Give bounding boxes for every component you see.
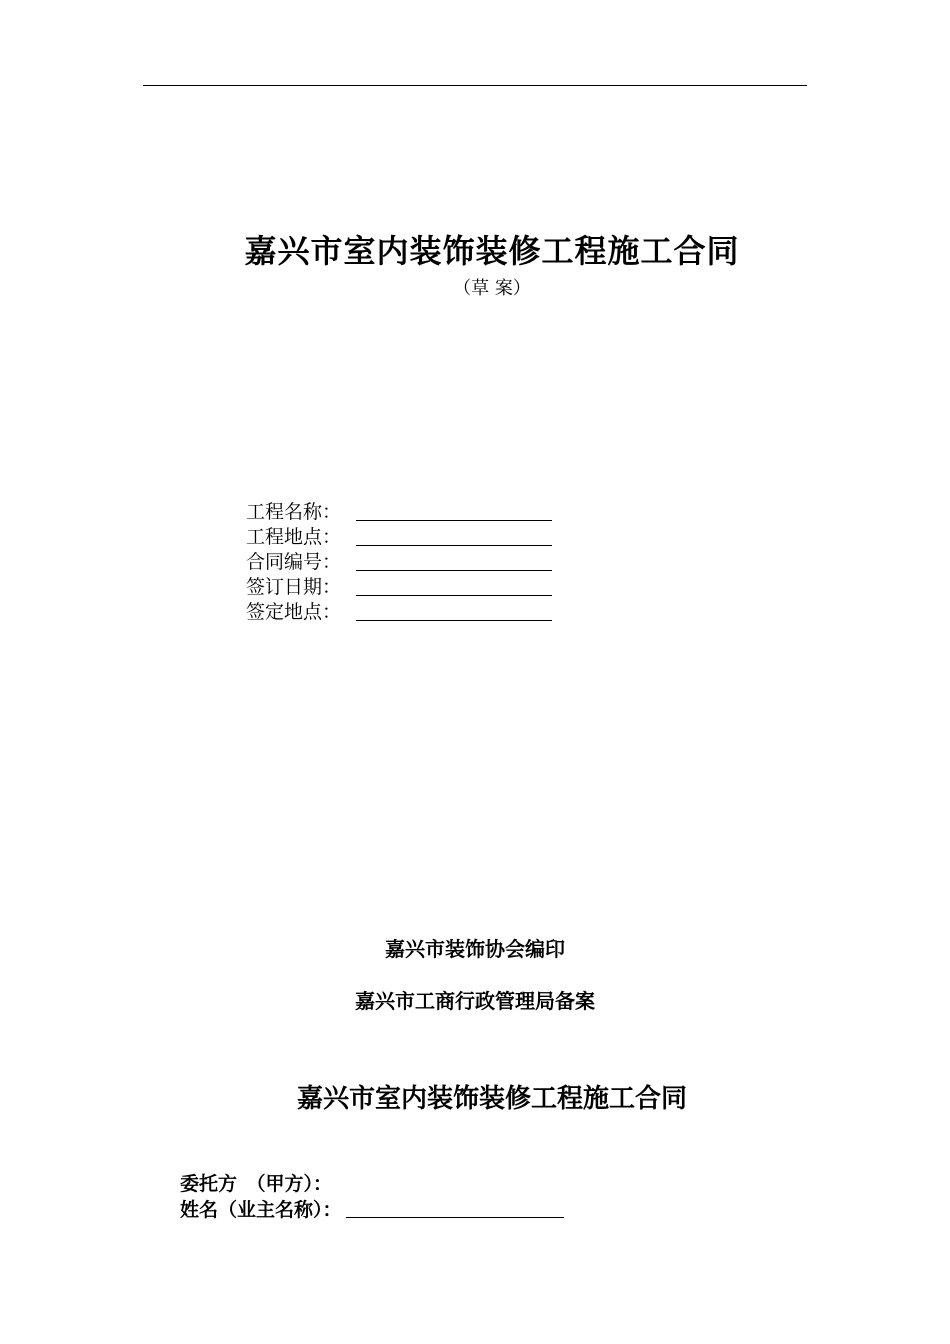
header-rule	[143, 85, 807, 86]
party-a-name-label: 姓名（业主名称）：	[180, 1199, 342, 1221]
cover-fields	[246, 498, 552, 623]
project-name-blank[interactable]	[356, 520, 552, 521]
field-label: 合同编号：	[246, 551, 342, 573]
contract-title: 嘉兴市室内装饰装修工程施工合同	[296, 1084, 687, 1114]
field-signing-place	[246, 598, 552, 623]
field-project-location	[246, 523, 552, 548]
field-label: 工程地点：	[246, 526, 342, 548]
party-a-heading-row	[180, 1170, 564, 1196]
field-label: 签定地点：	[246, 601, 342, 623]
field-label: 签订日期：	[246, 576, 342, 598]
filed-by: 嘉兴市工商行政管理局备案	[355, 989, 595, 1013]
compiled-by: 嘉兴市装饰协会编印	[385, 937, 565, 961]
field-label: 工程名称：	[246, 501, 342, 523]
signing-date-blank[interactable]	[356, 595, 552, 596]
party-a-name-row	[180, 1196, 564, 1222]
project-location-blank[interactable]	[356, 545, 552, 546]
field-project-name	[246, 498, 552, 523]
party-a-heading: 委托方 （甲方）：	[180, 1173, 333, 1195]
document-title: 嘉兴市室内装饰装修工程施工合同	[244, 232, 740, 270]
signing-place-blank[interactable]	[356, 620, 552, 621]
contract-number-blank[interactable]	[356, 570, 552, 571]
party-a-block	[180, 1170, 564, 1222]
party-a-name-blank[interactable]	[346, 1217, 564, 1218]
document-subtitle: （草 案）	[453, 278, 531, 299]
field-contract-number	[246, 548, 552, 573]
field-signing-date	[246, 573, 552, 598]
